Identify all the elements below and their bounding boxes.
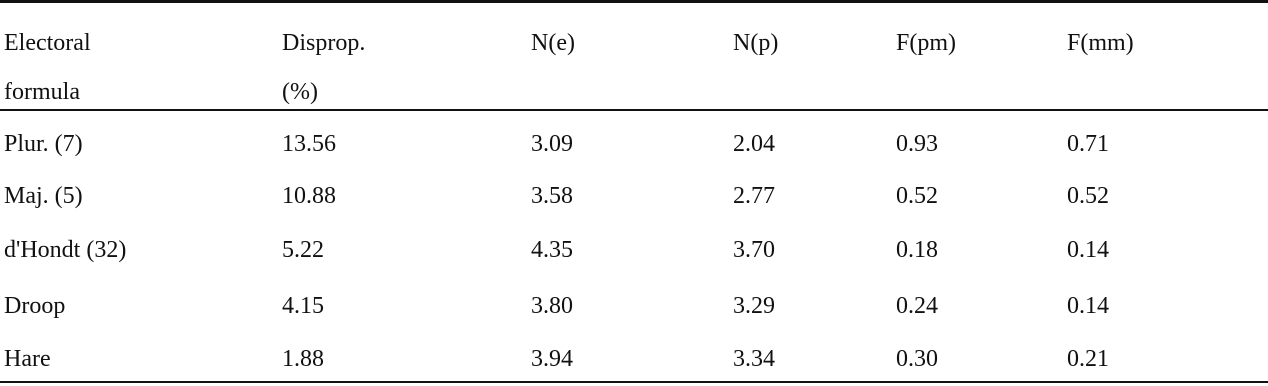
row-3-formula: d'Hondt (32) (4, 237, 127, 263)
row-1-np: 2.04 (733, 131, 775, 157)
row-2-ne: 3.58 (531, 183, 573, 209)
row-4-np: 3.29 (733, 293, 775, 319)
row-4-fpm: 0.24 (896, 293, 938, 319)
header-percent: (%) (282, 79, 318, 105)
header-electoral: Electoral (4, 30, 91, 56)
row-4-disprop: 4.15 (282, 293, 324, 319)
row-3-fmm: 0.14 (1067, 237, 1109, 263)
row-5-formula: Hare (4, 346, 51, 372)
header-ne: N(e) (531, 30, 575, 56)
bottom-rule (0, 381, 1268, 383)
row-4-fmm: 0.14 (1067, 293, 1109, 319)
row-1-disprop: 13.56 (282, 131, 336, 157)
row-2-fpm: 0.52 (896, 183, 938, 209)
header-fmm: F(mm) (1067, 30, 1134, 56)
row-5-np: 3.34 (733, 346, 775, 372)
row-4-ne: 3.80 (531, 293, 573, 319)
row-2-fmm: 0.52 (1067, 183, 1109, 209)
row-5-disprop: 1.88 (282, 346, 324, 372)
row-2-formula: Maj. (5) (4, 183, 83, 209)
row-5-fmm: 0.21 (1067, 346, 1109, 372)
row-4-formula: Droop (4, 293, 66, 319)
header-np: N(p) (733, 30, 779, 56)
row-3-disprop: 5.22 (282, 237, 324, 263)
row-1-formula: Plur. (7) (4, 131, 83, 157)
top-rule (0, 0, 1268, 3)
row-1-fmm: 0.71 (1067, 131, 1109, 157)
row-2-disprop: 10.88 (282, 183, 336, 209)
header-fpm: F(pm) (896, 30, 956, 56)
header-formula: formula (4, 79, 80, 105)
header-disprop: Disprop. (282, 30, 366, 56)
row-1-ne: 3.09 (531, 131, 573, 157)
row-1-fpm: 0.93 (896, 131, 938, 157)
row-2-np: 2.77 (733, 183, 775, 209)
row-5-ne: 3.94 (531, 346, 573, 372)
row-5-fpm: 0.30 (896, 346, 938, 372)
row-3-ne: 4.35 (531, 237, 573, 263)
row-3-np: 3.70 (733, 237, 775, 263)
header-rule (0, 109, 1268, 111)
row-3-fpm: 0.18 (896, 237, 938, 263)
